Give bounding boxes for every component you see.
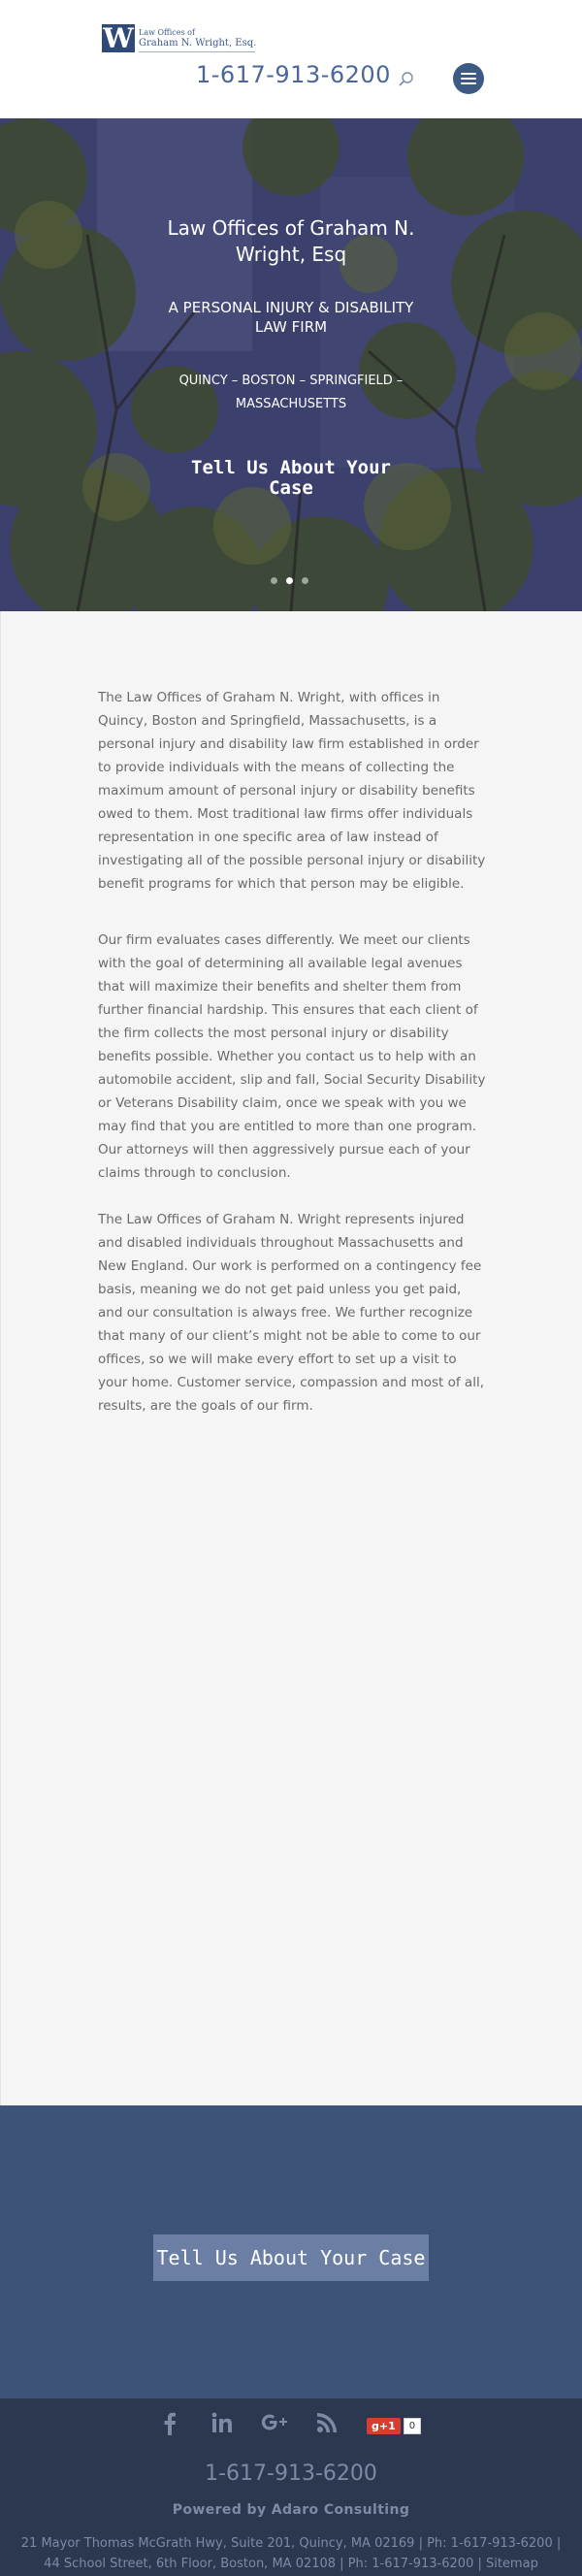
intro-paragraph-3: The Law Offices of Graham N. Wright represents injured and disabled individuals throughout Massachusetts and New England. Our work is performed on a contingency fee basis, meaning we do not get paid unless you get paid, and our consultation is always free. We further recognize that many of our client’s might not be able to come to our offices, so we will make every effort to set up a visit to your home. Customer service, compassion and most of all, results, are the goals of our firm. [98,1212,484,1414]
googleplus-icon[interactable] [258,2412,291,2439]
site-footer [0,2398,582,2576]
logo-rule [139,51,255,52]
powered-by-link[interactable]: Powered by Adaro Consulting [172,2502,410,2518]
social-links [153,2412,421,2439]
hero-subtitle: A PERSONAL INJURY & DISABILITY LAW FIRM [168,299,414,336]
cta-band [0,2105,582,2398]
footer-address-boston: 44 School Street, 6th Floor, Boston, MA 02108 | Ph: 1-617-913-6200 | Sitemap [44,2557,538,2571]
intro-paragraph-2: Our firm evaluates cases differently. We meet our clients with the goal of determining all available legal avenues that will maximize their benefits and shelter them from further financial hardship. This ensures that each client of the firm collects the most personal injury or disability benefits possible. Whether you contact us to help with an automobile accident, slip and fall, Social Security Disability or Veterans Disability claim, once we speak with you we may find that you are entitled to more than one program. Our attorneys will then aggressively pursue each of your claims through to conclusion. [98,932,486,1181]
header-phone-link[interactable]: 1-617-913-6200 [196,61,391,88]
facebook-icon[interactable] [153,2412,186,2439]
main-content [0,611,582,2105]
slider-dot-3[interactable] [302,577,308,584]
site-header [0,0,582,118]
footer-phone-link[interactable]: 1-617-913-6200 [205,2462,377,2486]
hero-slider [0,118,582,611]
slider-dot-2[interactable] [286,577,293,584]
gplus-one-label: g+1 [367,2418,401,2434]
tell-us-button[interactable]: Tell Us About Your Case [153,2234,429,2281]
slider-dots [271,577,308,584]
hero-overlay [0,118,582,611]
hero-cta-link[interactable]: Tell Us About Your Case [191,457,391,499]
logo-line2: Graham N. Wright, Esq. [139,38,257,49]
linkedin-icon[interactable] [206,2412,239,2439]
logo-mark: W [103,22,134,54]
search-icon[interactable] [398,71,415,88]
hero-title: Law Offices of Graham N. Wright, Esq [167,216,415,266]
intro-paragraph-1: The Law Offices of Graham N. Wright, with offices in Quincy, Boston and Springfield, Massachusetts, is a personal injury and disability law firm established in order to provide individuals with the means of collecting the maximum amount of personal injury or disability benefits owed to them. Most traditional law firms offer individuals representation in one specific area of law instead of investigating all of the possible personal injury or disability benefit programs for which that person may be eligible. [98,690,486,892]
gplus-one-button[interactable] [367,2418,421,2434]
hamburger-menu-icon[interactable] [453,63,484,94]
site-logo[interactable] [102,24,256,52]
gplus-one-count: 0 [404,2418,421,2434]
slider-dot-1[interactable] [271,577,277,584]
logo-line1: Law Offices of [139,28,195,37]
rss-icon[interactable] [310,2412,343,2439]
hero-locations: QUINCY – BOSTON – SPRINGFIELD – MASSACHUSETTS [178,374,404,411]
logo-text [139,24,256,52]
footer-address-quincy: 21 Mayor Thomas McGrath Hwy, Suite 201, Quincy, MA 02169 | Ph: 1-617-913-6200 | [20,2536,562,2551]
